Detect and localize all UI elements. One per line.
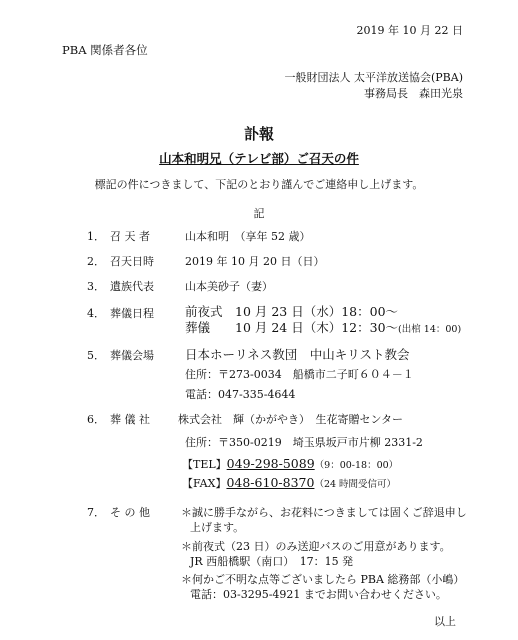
fax-tag: 【FAX】 [182,477,227,490]
note-contact-line2: 電話：03-3295-4921 までお問い合わせください。 [190,588,447,601]
intro-text: 標記の件につきまして、下記のとおり謹んでご連絡申し上げます。 [94,178,424,191]
closing-mark: 以上 [434,615,456,628]
document-subject: 山本和明兄（テレビ部）ご召天の件 [159,151,359,166]
funeral-home-tel: 049-298-5089 [226,456,315,471]
item-label-venue: 葬儀会場 [110,349,154,362]
sender-organization: 一般財団法人 太平洋放送協会(PBA) [284,71,463,84]
fax-hours: （24 時間受信可） [314,479,397,490]
item-number: 2． [87,255,105,268]
item-number: 1． [87,230,105,243]
schedule-eve-service: 前夜式 10 月 23 日（水）18：00～ [185,304,399,319]
note-bus-line1: ＊前夜式（23 日）のみ送迎バスのご用意があります。 [181,540,451,553]
item-number: 6． [87,413,105,426]
schedule-departure-note: (出棺 14：00) [398,324,462,335]
item-label-funeral-home: 葬 儀 社 [110,413,150,426]
item-label-date: 召天日時 [110,255,154,268]
funeral-home-fax-row [182,475,396,491]
schedule-funeral [185,318,461,336]
note-flowers-line2: 上げます。 [190,521,245,534]
item-label-family: 遺族代表 [110,280,154,293]
note-contact-line1: ＊何かご不明な点等ございましたら PBA 総務部（小嶋） [181,573,465,586]
document-date: 2019 年 10 月 22 日 [356,24,463,37]
sender-name: 事務局長 森田光泉 [364,87,463,100]
venue-address: 住所：〒273-0034 船橋市二子町６０４－１ [185,368,414,381]
funeral-home-fax: 048-610-8370 [226,475,315,490]
tel-tag: 【TEL】 [182,458,227,471]
addressee: PBA 関係者各位 [62,43,148,57]
funeral-home-address: 住所：〒350-0219 埼玉県坂戸市片柳 2331-2 [185,436,423,449]
note-bus-line2: JR 西船橋駅（南口） 17：15 発 [190,555,354,568]
schedule-funeral-time: 葬儀 10 月 24 日（木）12：30～ [185,320,399,335]
item-number: 7． [87,506,105,519]
item-label-schedule: 葬儀日程 [110,307,154,320]
item-label-other: そ の 他 [110,506,150,519]
venue-phone: 電話：047-335-4644 [185,388,296,401]
item-number: 3． [87,280,105,293]
item-value-date: 2019 年 10 月 20 日（日） [185,255,325,268]
item-value-deceased: 山本和明 （享年 52 歳） [185,230,311,243]
tel-hours: （9：00-18：00） [314,460,399,471]
venue-name: 日本ホーリネス教団 中山キリスト教会 [185,347,410,362]
note-flowers-line1: ＊誠に勝手ながら、お花料につきましては固くご辞退申し [181,506,467,519]
item-number: 4． [87,307,105,320]
document-title: 訃報 [243,125,274,143]
item-value-family: 山本美砂子（妻） [185,280,273,293]
funeral-home-name: 株式会社 輝（かがやき） 生花寄贈センター [178,413,404,426]
funeral-home-tel-row [182,456,398,472]
item-label-deceased: 召 天 者 [110,230,150,243]
ki-heading: 記 [253,207,265,220]
item-number: 5． [87,349,105,362]
